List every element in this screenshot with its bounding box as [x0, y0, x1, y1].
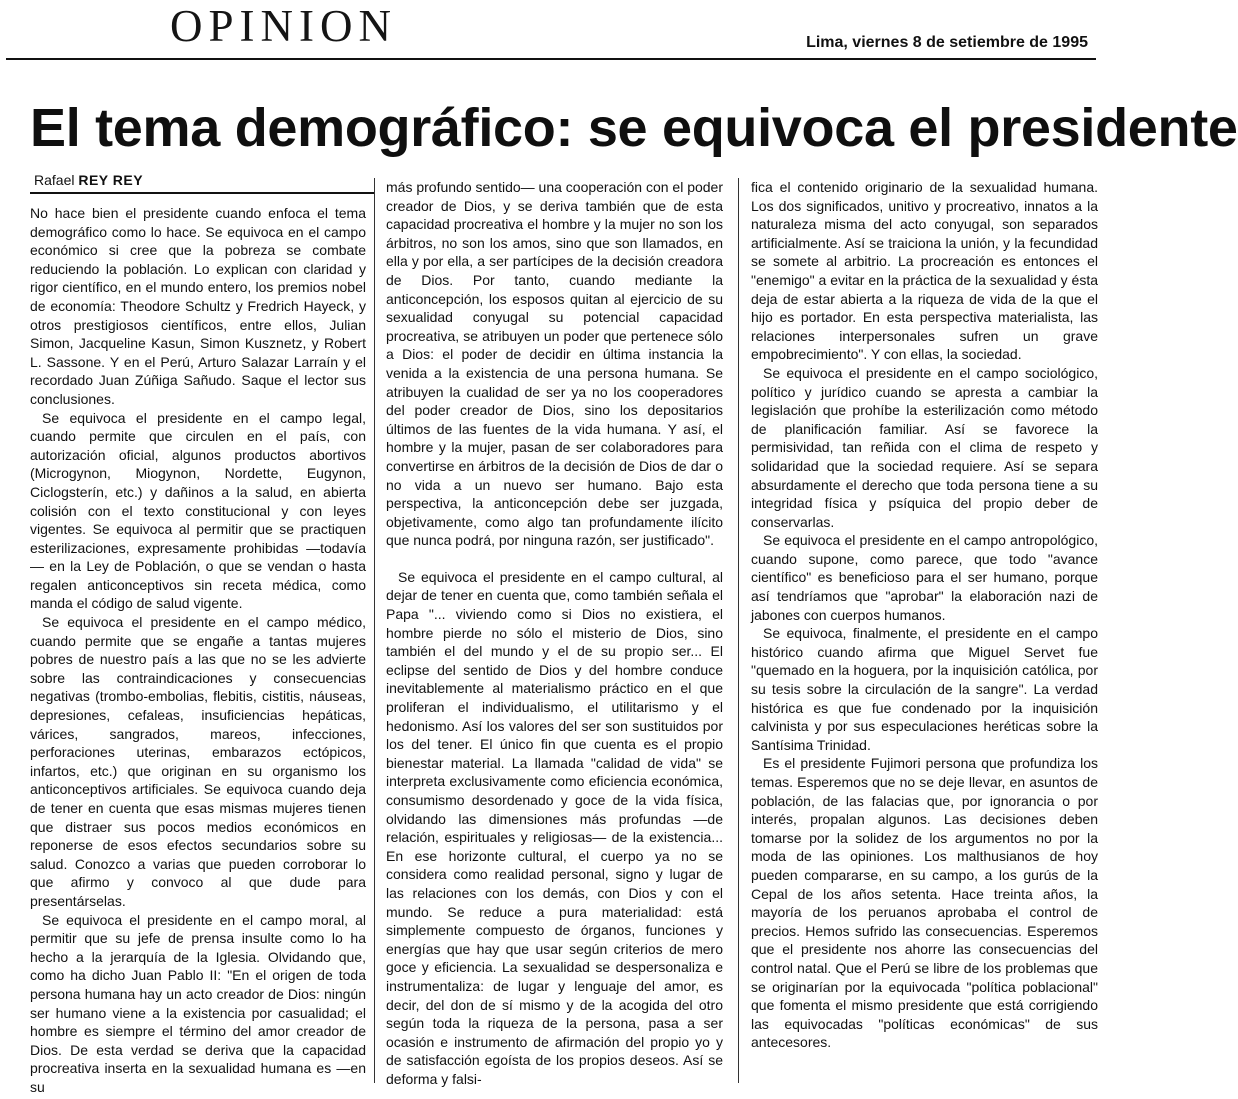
- dateline: Lima, viernes 8 de setiembre de 1995: [806, 34, 1088, 51]
- paragraph: Se equivoca el presidente en el campo médico, cuando permite que se engañe a tantas mujeres pobres de nuestro país a las que no se les advierte sobre las contraindicaciones y consecuencias negativas (trombo-embolias, flebitis, cistitis, náuseas, depresiones, cefaleas, insuficiencias hepáticas, várices, sangrados, mareos, infecciones, perforaciones uterinas, embarazos ectópicos, infartos, etc.) que originan en su organismo los anticonceptivos artificiales. Se equivoca cuando deja de tener en cuenta que esas mismas mujeres tienen que distraer sus pocos medios económicos en reponerse de esos efectos secundarios sobre su salud. Conozco a varias que pueden corroborar lo que afirmo y convoco al que dude para presentárselas.: [30, 614, 366, 909]
- column-divider: [374, 178, 375, 1083]
- paragraph: Se equivoca el presidente en el campo moral, al permitir que su jefe de prensa insulte como lo ha hecho a la jerarquía de la Iglesia. Olvidando que, como ha dicho Juan Pablo II: "En el origen de toda persona humana hay un acto creador de Dios: ningún ser humano viene a la existencia por casualidad; el hombre es siempre el término del amor creador de Dios. De esta verdad se deriva que la capacidad procreativa inserta en la sexualidad humana es —en su: [30, 911, 366, 1095]
- article-column-3: [751, 178, 1098, 1082]
- paragraph: más profundo sentido— una cooperación con el poder creador de Dios, y se deriva también que de esta capacidad procreativa el hombre y la mujer no son los árbitros, no son los amos, sino que son llamados, en ella y por ella, a ser partícipes de la decisión creadora de Dios. Por tanto, cuando mediante la anticoncepción, los esposos quitan al ejercicio de su sexualidad conyugal su potencial capacidad procreativa, se atribuyen un poder que pertenece sólo a Dios: el poder de decidir en última instancia la venida a la existencia de una persona humana. Se atribuyen la cualidad de ser ya no los cooperadores del poder creador de Dios, sino los depositarios últimos de las fuentes de la vida humana. Y así, el hombre y la mujer, pasan de ser colaboradores para convertirse en árbitros de la decisión de Dios de dar o no vida a un nuevo ser humano. Bajo esta perspectiva, la anticoncepción debe ser juzgada, objetivamente, como algo tan profundamente ilícito que nunca podrá, por ninguna razón, ser justificado".: [386, 179, 723, 549]
- paragraph: Se equivoca el presidente en el campo cultural, al dejar de tener en cuenta que, como también señala el Papa "... viviendo como si Dios no existiera, el hombre pierde no sólo el misterio de Dios, sino también el del mundo y el de su propio ser... El eclipse del sentido de Dios y del hombre conduce inevitablemente al materialismo práctico en el que proliferan el individualismo, el utilitarismo y el hedonismo. Así los valores del ser son sustituidos por los del tener. El único fin que cuenta es el propio bienestar material. La llamada "calidad de vida" se interpreta exclusivamente como eficiencia económica, consumismo desordenado y goce de la vida física, olvidando las dimensiones más profundas —de relación, espirituales y religiosas— de la existencia... En ese horizonte cultural, el cuerpo ya no se considera como realidad personal, signo y lugar de las relaciones con los demás, con Dios y con el mundo. Se reduce a pura materialidad: está simplemente compuesto de órganos, funciones y energías que hay que usar según criterios de mero goce y eficiencia. La sexualidad se despersonaliza e instrumentaliza: de lugar y lenguaje del amor, es decir, del don de sí mismo y de la acogida del otro según toda la riqueza de la persona, pasa a ser ocasión e instrumento de afirmación del propio yo y de satisfacción egoísta de los propios deseos. Así se deforma y falsi-: [386, 568, 723, 1087]
- paragraph: Se equivoca el presidente en el campo sociológico, político y jurídico cuando se apresta a cambiar la legislación que prohíbe la esterilización como método de planificación familiar. Así se favorece la permisividad, tan reñida con el clima de respeto y solidaridad que la sociedad requiere. Así se separa absurdamente el derecho que toda persona tiene a su integridad física y psíquica del propio deber de conservarlas.: [751, 364, 1098, 530]
- paragraph: No hace bien el presidente cuando enfoca el tema demográfico como lo hace. Se equivoca en el campo económico si cree que la pobreza se combate reduciendo la población. Lo explican con claridad y rigor científico, en el mundo entero, los premios nobel de economía: Theodore Schultz y Fredrich Hayeck, y otros prestigiosos científicos, entre ellos, Julian Simon, Jacqueline Kasun, Simon Kusznetz, y Robert L. Sassone. Y en el Perú, Arturo Salazar Larraín y el recordado Juan Zúñiga Sañudo. Saque el lector sus conclusiones.: [30, 205, 366, 407]
- paragraph: Se equivoca, finalmente, el presidente en el campo histórico cuando afirma que Miguel Servet fue "quemado en la hoguera, por la inquisición católica, por su tesis sobre la circulación de la sangre". La verdad histórica es que fue condenado por la inquisición calvinista y por sus especulaciones heréticas sobre la Santísima Trinidad.: [751, 625, 1098, 753]
- byline-last-name: REY REY: [78, 172, 144, 188]
- paragraph: fica el contenido originario de la sexualidad humana. Los dos significados, unitivo y procreativo, innatos a la naturaleza misma del acto conyugal, son separados artificialmente. Así se traiciona la unión, y la fecundidad se somete al arbitrio. La procreación es entonces el "enemigo" a evitar en la práctica de la sexualidad y ésta deja de estar abierta a la riqueza de vida de la que el hijo es portador. En esta perspectiva materialista, las relaciones interpersonales sufren un grave empobrecimiento". Y con ellas, la sociedad.: [751, 179, 1098, 363]
- byline-first-name: Rafael: [34, 172, 75, 188]
- article-column-2: [386, 178, 723, 1087]
- paragraph: Se equivoca el presidente en el campo antropológico, cuando supone, como parece, que todo "avance científico" es beneficioso para el ser humano, porque así tendríamos que "aprobar" la elaboración nazi de jabones con cuerpos humanos.: [751, 532, 1098, 623]
- section-title: OPINION: [170, 1, 397, 51]
- byline: [34, 170, 234, 192]
- headline: El tema demográfico: se equivoca el presidente: [30, 98, 1238, 158]
- paragraph: Es el presidente Fujimori persona que profundiza los temas. Esperemos que no se deje llevar, en asuntos de población, de las falacias que, por ignorancia o por interés, propalan algunos. Las decisiones deben tomarse por la solidez de los argumentos no por la moda de las opiniones. Los malthusianos de hoy pueden compararse, en su campo, a los gurús de la Cepal de los años setenta. Hace treinta años, la mayoría de los peruanos aprobaba el control de precios. Hemos sufrido las consecuencias. Esperemos que el presidente nos ahorre las consecuencias del control natal. Que el Perú se libre de los problemas que se originarían por la equivocada "política poblacional" que fomenta el mismo presidente que está corrigiendo las equivocadas "políticas económicas" de sus antecesores.: [751, 755, 1098, 1051]
- paragraph: Se equivoca el presidente en el campo legal, cuando permite que circulen en el país, con autorización oficial, algunos productos abortivos (Microgynon, Miogynon, Nordette, Eugynon, Ciclogsterín, etc.) y dañinos a la salud, en abierta colisión con el texto constitucional y con leyes vigentes. Se equivoca al permitir que se practiquen esterilizaciones, expresamente prohibidas —todavía— en la Ley de Población, o que se vendan o hasta regalen anticonceptivos sin receta médica, como manda el código de salud vigente.: [30, 409, 366, 612]
- article-column-1: [30, 204, 366, 1095]
- byline-rule: [30, 192, 374, 194]
- column-divider: [738, 178, 739, 1083]
- header-rule: [6, 58, 1096, 60]
